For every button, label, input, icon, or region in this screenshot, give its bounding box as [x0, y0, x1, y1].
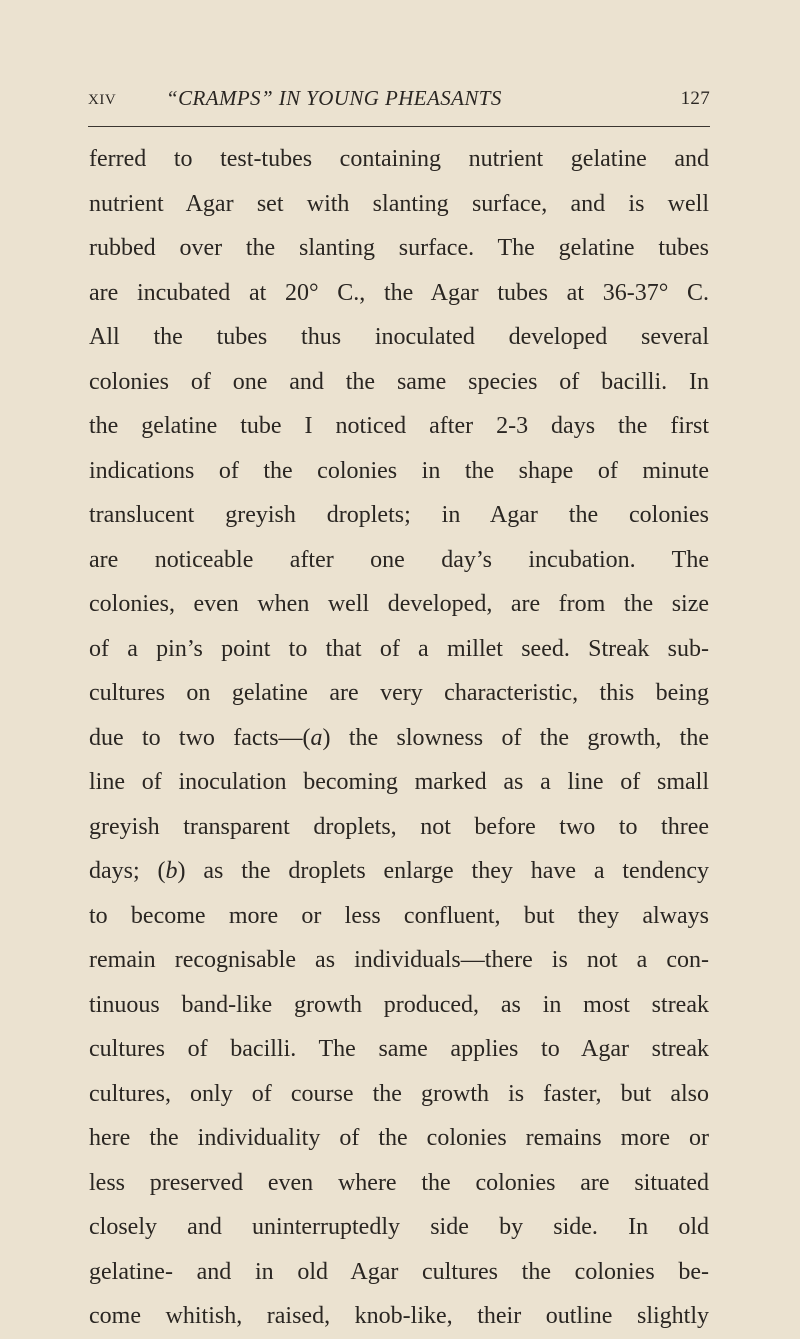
text-line: cultures on gelatine are very characteristic, this being [89, 680, 709, 706]
body-text [89, 137, 709, 1339]
header-rule [88, 126, 710, 127]
text-line: greyish transparent droplets, not before two to three [89, 813, 709, 840]
text-line: cultures of bacilli. The same applies to Agar streak [89, 1036, 709, 1062]
text-line: gelatine- and in old Agar cultures the colonies be- [89, 1258, 709, 1285]
text-line: come whitish, raised, knob-like, their outline slightly [89, 1303, 709, 1329]
text-line: colonies of one and the same species of bacilli. In [89, 368, 709, 395]
text-line: are incubated at 20° C., the Agar tubes at 36-37° C. [89, 279, 709, 306]
text-line: to become more or less confluent, but they always [89, 902, 709, 929]
running-title: “CRAMPS” IN YOUNG PHEASANTS [166, 86, 502, 110]
text-line: here the individuality of the colonies remains more or [89, 1125, 709, 1151]
text-line: tinuous band-like growth produced, as in most streak [89, 991, 709, 1018]
text-line: are noticeable after one day’s incubation. The [89, 546, 709, 573]
text-line: ferred to test-tubes containing nutrient gelatine and [89, 146, 709, 172]
text-line: remain recognisable as individuals—there is not a con- [89, 947, 709, 973]
text-line: the gelatine tube I noticed after 2-3 days the first [89, 413, 709, 439]
text-line: due to two facts—(a) the slowness of the growth, the [89, 724, 709, 751]
text-line: rubbed over the slanting surface. The gelatine tubes [89, 235, 709, 261]
text-line: colonies, even when well developed, are from the size [89, 591, 709, 617]
text-line: days; (b) as the droplets enlarge they have a tendency [89, 858, 709, 884]
text-line: translucent greyish droplets; in Agar the colonies [89, 502, 709, 528]
text-line: closely and uninterruptedly side by side. In old [89, 1214, 709, 1240]
running-head [88, 86, 710, 116]
text-line: less preserved even where the colonies are situated [89, 1169, 709, 1196]
text-line: cultures, only of course the growth is faster, but also [89, 1080, 709, 1107]
text-line: All the tubes thus inoculated developed several [89, 324, 709, 350]
page-number: 127 [680, 88, 710, 109]
chapter-number: XIV [88, 92, 117, 108]
text-line: indications of the colonies in the shape of minute [89, 457, 709, 484]
text-line: nutrient Agar set with slanting surface, and is well [89, 190, 709, 217]
text-line: line of inoculation becoming marked as a line of small [89, 769, 709, 795]
text-line: of a pin’s point to that of a millet seed. Streak sub- [89, 635, 709, 662]
